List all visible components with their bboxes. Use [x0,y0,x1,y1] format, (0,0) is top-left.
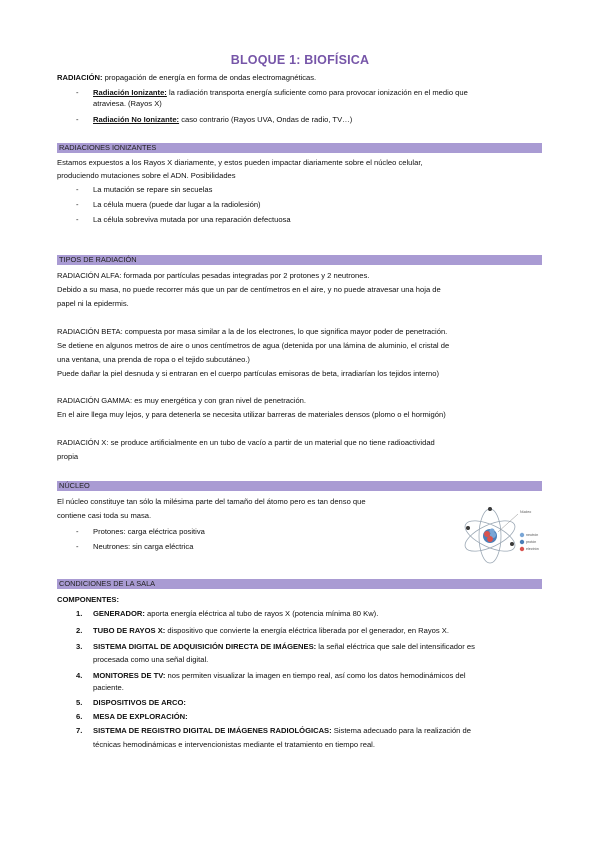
item-number: 6. [76,712,83,721]
no-ionizante-text: caso contrario (Rayos UVA, Ondas de radio, TV…) [179,115,353,124]
ionizantes-bullet-3: La célula sobreviva mutada por una reparación defectuosa [93,215,291,224]
bullet-dash: - [76,542,79,551]
component-cont: paciente. [93,683,124,692]
beta-line-3: una ventana, una prenda de ropa o el tejido subcutáneo.) [57,355,250,364]
componentes-subheading: COMPONENTES: [57,595,120,604]
item-number: 4. [76,671,83,680]
component-label: DISPOSITIVOS DE ARCO: [93,698,186,707]
component-item [93,697,186,708]
radiacion-definition [57,72,316,83]
section-heading-tipos: TIPOS DE RADIACIÓN [59,255,137,264]
bullet-dash: - [76,88,79,97]
section-bar-nucleo [57,481,542,491]
alfa-line-3: papel ni la epidermis. [57,299,129,308]
ionizante-term: Radiación Ionizante: [93,88,167,97]
component-text: Sistema adecuado para la realización de [331,726,471,735]
legend-nucleo: Núcleo [520,510,532,514]
component-label: MONITORES DE TV: [93,671,166,680]
component-label: TUBO DE RAYOS X: [93,626,166,635]
beta-line-1: RADIACIÓN BETA: compuesta por masa similar a la de los electrones, lo que significa mayor poder de penetración. [57,327,448,336]
component-item [93,641,475,652]
item-number: 7. [76,726,83,735]
component-label: SISTEMA DIGITAL DE ADQUISICIÓN DIRECTA DE IMÁGENES: [93,642,317,651]
ionizante-cont: atraviesa. (Rayos X) [93,99,162,108]
ionizantes-bullet-1: La mutación se repare sin secuelas [93,185,213,194]
component-label: GENERADOR: [93,609,145,618]
alfa-line-2: Debido a su masa, no puede recorrer más que un par de centímetros en el aire, y no puede atravesar una hoja de [57,285,441,294]
legend-electron: electrón [526,547,539,551]
item-number: 2. [76,626,83,635]
section-heading-sala: CONDICIONES DE LA SALA [59,579,156,588]
component-item [93,625,449,636]
component-item [93,670,466,681]
gamma-line-2: En el aire llega muy lejos, y para detenerla se necesita utilizar barreras de materiales densos (plomo o el hormigón) [57,410,446,419]
component-text: aporta energía eléctrica al tubo de rayos X (potencia mínima 80 Kw). [144,609,379,618]
component-text: la señal eléctrica que sale del intensificador es [316,642,475,651]
component-label: SISTEMA DE REGISTRO DIGITAL DE IMÁGENES RADIOLÓGICAS: [93,726,332,735]
legend-neutron: neutrón [526,533,539,537]
item-number: 5. [76,698,83,707]
ionizantes-p1: Estamos expuestos a los Rayos X diariamente, y estos pueden impactar diariamente sobre el núcleo celular, [57,158,423,167]
bullet-dash: - [76,215,79,224]
item-number: 3. [76,642,83,651]
component-item [93,725,471,736]
ionizantes-p2: produciendo mutaciones sobre el ADN. Posibilidades [57,171,236,180]
bullet-dash: - [76,185,79,194]
ionizante-text: la radiación transporta energía suficiente como para provocar ionización en el medio que [166,88,468,97]
page-title: BLOQUE 1: BIOFÍSICA [230,53,370,67]
component-text: nos permiten visualizar la imagen en tiempo real, así como los datos hemodinámicos del [165,671,466,680]
x-line-2: propia [57,452,79,461]
section-heading-nucleo: NÚCLEO [59,481,90,490]
bullet-ionizante [93,87,468,98]
bullet-dash: - [76,200,79,209]
bullet-dash: - [76,527,79,536]
no-ionizante-term: Radiación No Ionizante: [93,115,180,124]
nucleo-p1: El núcleo constituye tan sólo la milésima parte del tamaño del átomo pero es tan denso que [57,497,366,506]
gamma-line-1: RADIACIÓN GAMMA: es muy energética y con gran nivel de penetración. [57,396,307,405]
component-item [93,608,378,619]
beta-line-4: Puede dañar la piel desnuda y si entraran en el cuerpo partículas emisoras de beta, irradiarían los tejidos interno) [57,369,440,378]
component-label: MESA DE EXPLORACIÓN: [93,712,188,721]
atom-illustration [460,500,550,572]
legend-proton: protón [526,540,537,544]
component-cont: procesada como una señal digital. [93,655,209,664]
x-line-1: RADIACIÓN X: se produce artificialmente en un tubo de vacío a partir de un material que no tiene radioactividad [57,438,435,447]
bullet-no-ionizante [93,114,352,125]
ionizantes-bullet-2: La célula muera (puede dar lugar a la radiolesión) [93,200,261,209]
component-text: dispositivo que convierte la energía eléctrica liberada por el generador, en Rayos X. [165,626,449,635]
component-item [93,711,188,722]
nucleo-bullet-2: Neutrones: sin carga eléctrica [93,542,194,551]
alfa-line-1: RADIACIÓN ALFA: formada por partículas pesadas integradas por 2 protones y 2 neutrones. [57,271,370,280]
nucleo-bullet-1: Protones: carga eléctrica positiva [93,527,205,536]
section-heading-ionizantes: RADIACIONES IONIZANTES [59,143,157,152]
beta-line-2: Se detiene en algunos metros de aire o unos centímetros de agua (detenida por una lámina de aluminio, el cristal de [57,341,450,350]
radiacion-label: RADIACIÓN: [57,73,103,82]
bullet-dash: - [76,115,79,124]
nucleo-p2: contiene casi toda su masa. [57,511,152,520]
component-cont: técnicas hemodinámicas e intervencionistas mediante el tratamiento en tiempo real. [93,740,375,749]
radiacion-text: propagación de energía en forma de ondas electromagnéticas. [102,73,317,82]
item-number: 1. [76,609,83,618]
